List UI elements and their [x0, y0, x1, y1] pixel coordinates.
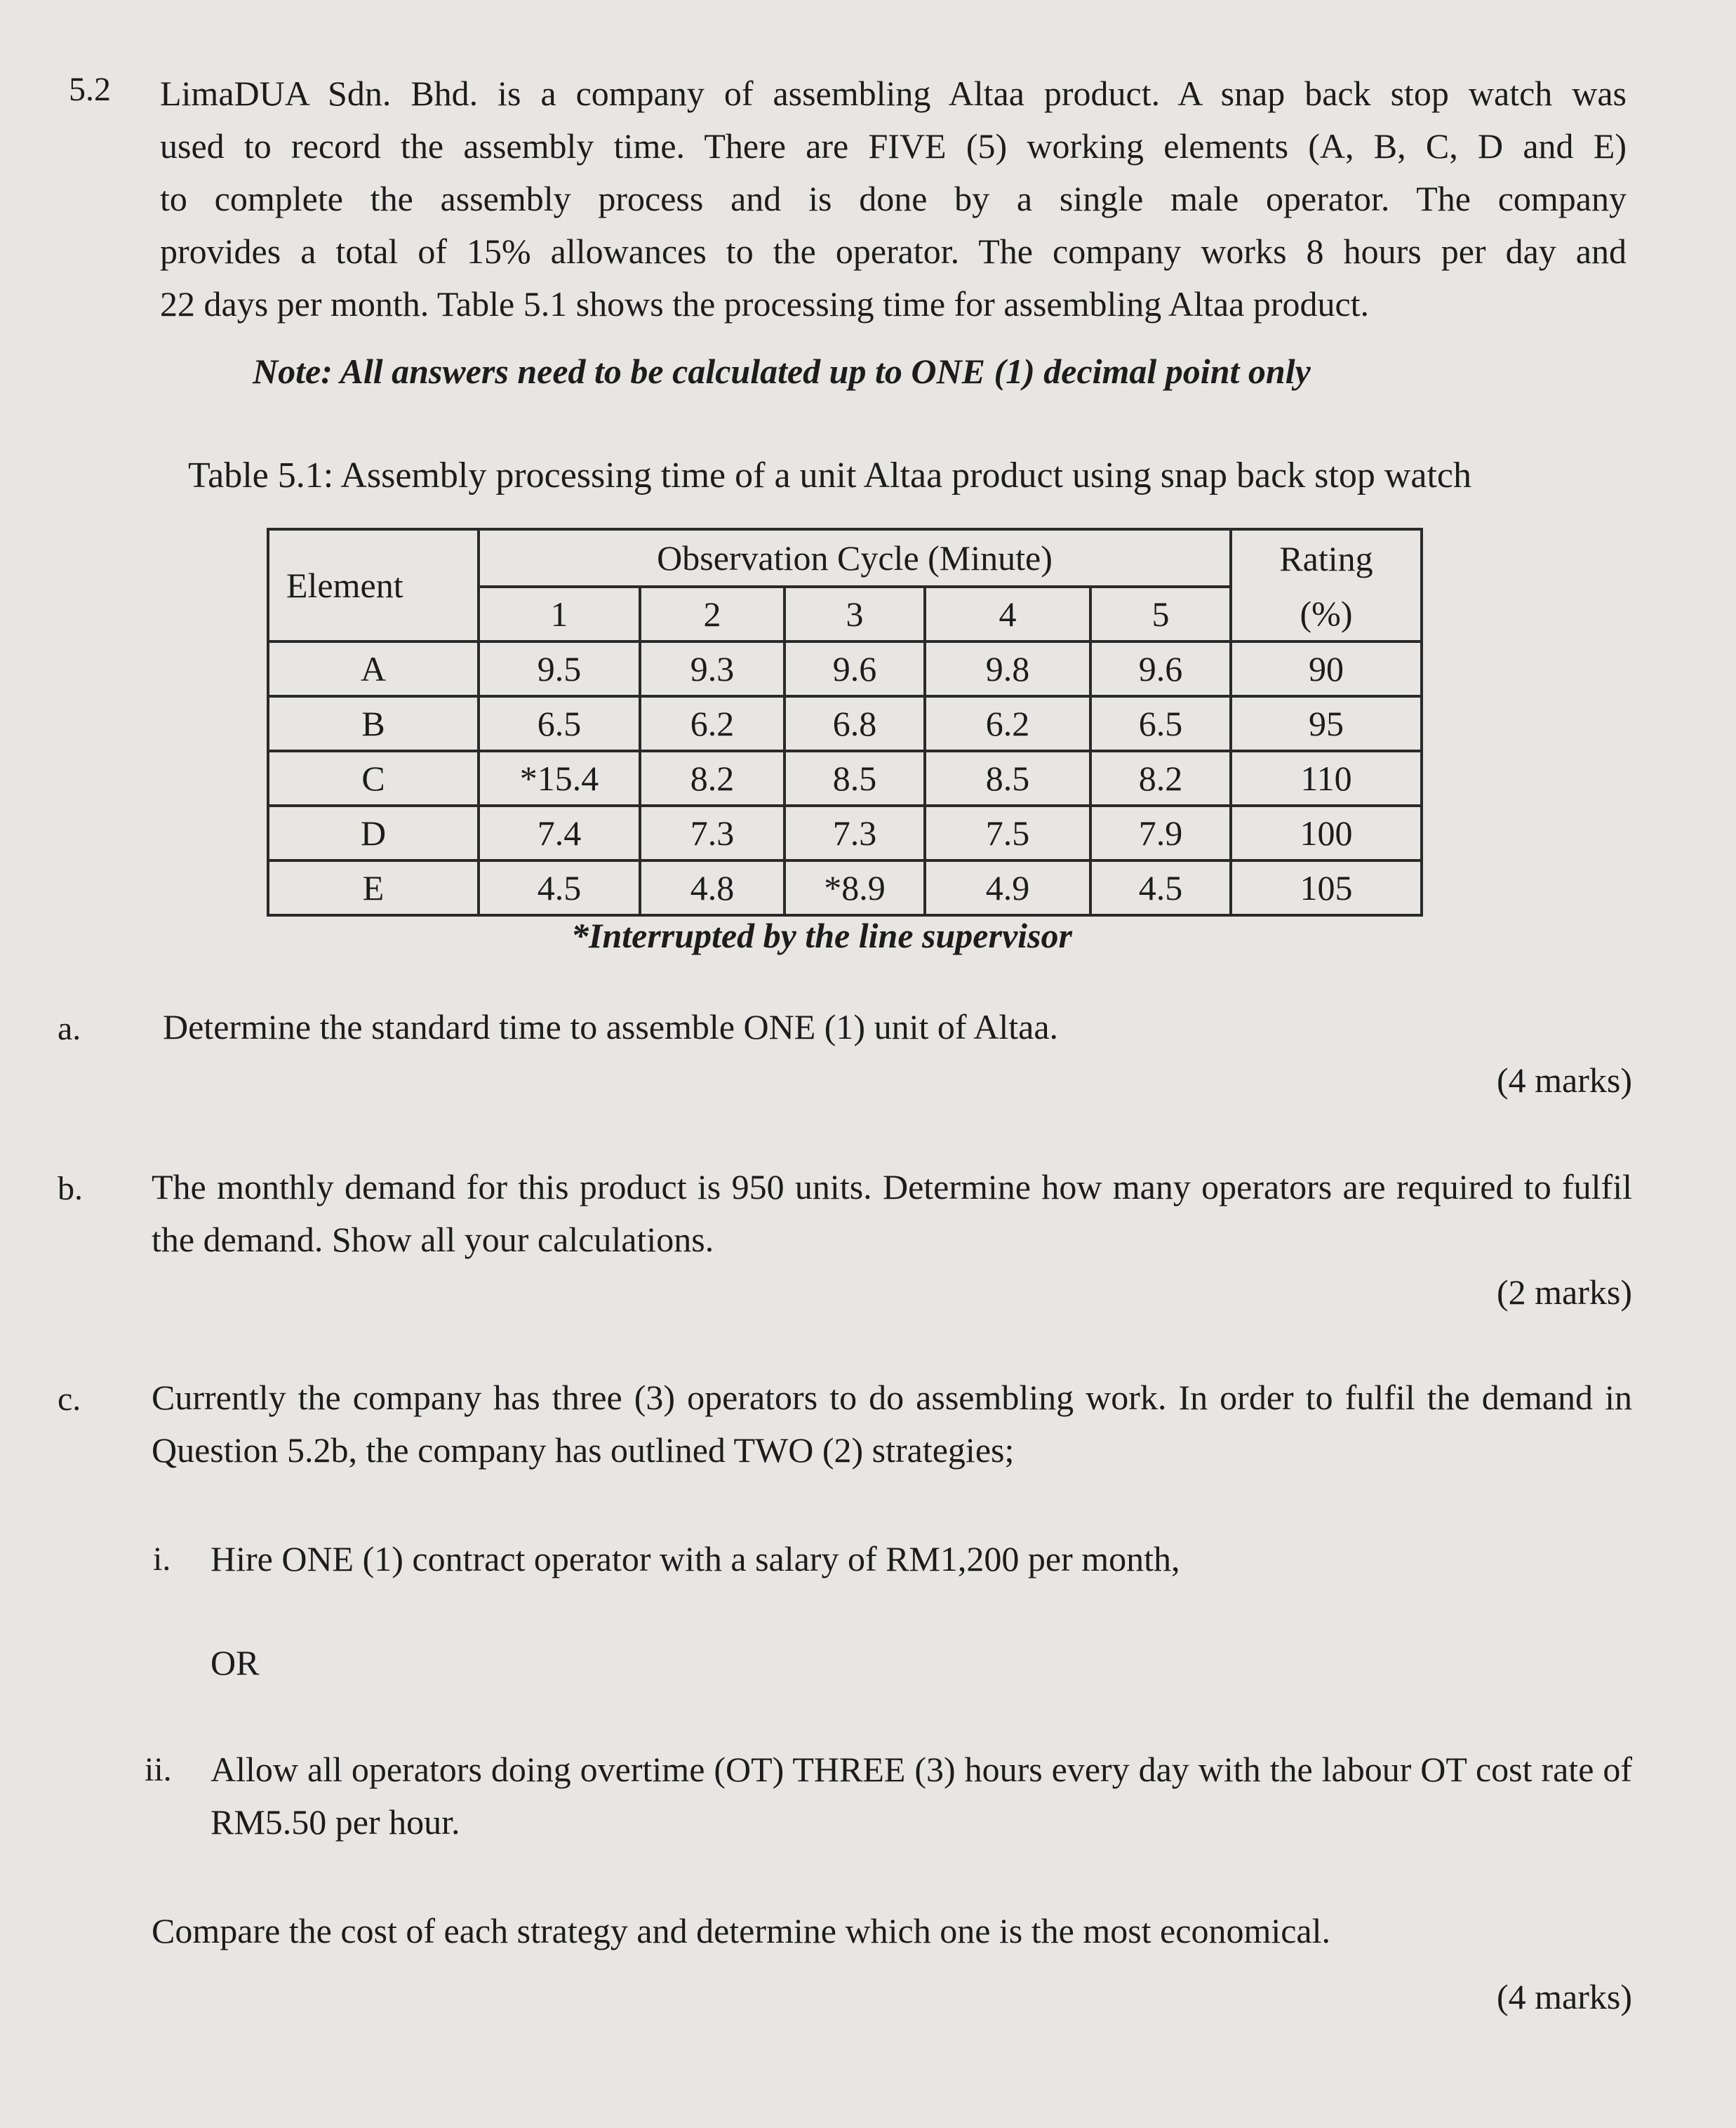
option-i-text: Hire ONE (1) contract operator with a salary of RM1,200 per month, [211, 1539, 1180, 1578]
element-cell: C [268, 751, 479, 806]
observation-header: Observation Cycle (Minute) [479, 529, 1231, 587]
time-cell: 6.5 [1090, 696, 1231, 751]
cycle-header: 4 [925, 587, 1090, 641]
time-cell: 4.8 [640, 860, 784, 915]
part-c-marks: (4 marks) [1497, 1977, 1632, 2016]
time-cell: 7.9 [1090, 806, 1231, 860]
rating-cell: 105 [1231, 860, 1422, 915]
rating-cell: 100 [1231, 806, 1422, 860]
element-cell: E [268, 860, 479, 915]
part-a-text: Determine the standard time to assemble ONE (1) unit of Altaa. [163, 1007, 1059, 1046]
rating-cell: 90 [1231, 641, 1422, 696]
time-cell: 9.5 [479, 641, 640, 696]
table-row [268, 806, 1422, 860]
time-cell: 9.3 [640, 641, 784, 696]
option-ii-text: Allow all operators doing overtime (OT) THREE (3) hours every day with the labour OT cost rate of RM5.50 per hour. [211, 1750, 1632, 1842]
rating-cell: 95 [1231, 696, 1422, 751]
part-a-label: a. [58, 1010, 81, 1047]
time-cell: 7.5 [925, 806, 1090, 860]
compare-text: Compare the cost of each strategy and determine which one is the most economical. [152, 1911, 1331, 1950]
time-cell: 8.2 [640, 751, 784, 806]
table-caption: Table 5.1: Assembly processing time of a unit Altaa product using snap back stop watch [188, 455, 1472, 496]
intro-line-3: to complete the assembly process and is done by a single male operator. The company [160, 179, 1627, 218]
table-row [268, 860, 1422, 915]
time-cell: 7.4 [479, 806, 640, 860]
time-cell: 7.3 [784, 806, 925, 860]
time-cell: 4.5 [479, 860, 640, 915]
time-cell: 8.2 [1090, 751, 1231, 806]
part-c-label: c. [58, 1381, 81, 1418]
element-cell: A [268, 641, 479, 696]
table-row [268, 641, 1422, 696]
time-cell: 6.8 [784, 696, 925, 751]
time-cell: 8.5 [925, 751, 1090, 806]
time-cell: 6.2 [640, 696, 784, 751]
part-b-text: The monthly demand for this product is 950 units. Determine how many operators are required to fulfil the demand. Show all your calculations. [152, 1167, 1632, 1259]
part-b-marks: (2 marks) [1497, 1272, 1632, 1312]
part-b-label: b. [58, 1170, 83, 1207]
time-cell: 9.6 [784, 641, 925, 696]
question-number: 5.2 [69, 71, 111, 108]
time-cell: 4.9 [925, 860, 1090, 915]
table-row [268, 751, 1422, 806]
cycle-header: 3 [784, 587, 925, 641]
element-cell: D [268, 806, 479, 860]
or-text: OR [211, 1643, 260, 1682]
rating-header: Rating [1231, 529, 1422, 587]
element-cell: B [268, 696, 479, 751]
time-cell: 6.2 [925, 696, 1090, 751]
cycle-header: 5 [1090, 587, 1231, 641]
time-cell: 8.5 [784, 751, 925, 806]
time-cell: *8.9 [784, 860, 925, 915]
element-header: Element [268, 529, 479, 641]
note: Note: All answers need to be calculated up to ONE (1) decimal point only [253, 352, 1311, 391]
question-intro [160, 67, 1627, 331]
time-cell: 4.5 [1090, 860, 1231, 915]
rating-cell: 110 [1231, 751, 1422, 806]
part-a-marks: (4 marks) [1497, 1060, 1632, 1100]
intro-line-5: 22 days per month. Table 5.1 shows the processing time for assembling Altaa product. [160, 284, 1370, 324]
intro-line-2: used to record the assembly time. There are FIVE (5) working elements (A, B, C, D and E) [160, 126, 1627, 166]
table-header-row-1 [268, 529, 1422, 587]
cycle-header: 1 [479, 587, 640, 641]
table-footnote: *Interrupted by the line supervisor [571, 916, 1072, 955]
time-cell: 6.5 [479, 696, 640, 751]
table-row [268, 696, 1422, 751]
time-cell: 9.6 [1090, 641, 1231, 696]
part-c-text: Currently the company has three (3) operators to do assembling work. In order to fulfil the demand in Question 5.2b, the company has outlined TWO (2) strategies; [152, 1378, 1632, 1470]
intro-line-1: LimaDUA Sdn. Bhd. is a company of assembling Altaa product. A snap back stop watch was [160, 74, 1627, 113]
time-cell: 7.3 [640, 806, 784, 860]
option-ii-label: ii. [145, 1751, 172, 1788]
rating-unit-header: (%) [1231, 587, 1422, 641]
cycle-header: 2 [640, 587, 784, 641]
intro-line-4: provides a total of 15% allowances to the operator. The company works 8 hours per day and [160, 232, 1627, 271]
option-i-label: i. [153, 1541, 171, 1578]
time-cell: *15.4 [479, 751, 640, 806]
time-cell: 9.8 [925, 641, 1090, 696]
observation-table [267, 528, 1423, 917]
